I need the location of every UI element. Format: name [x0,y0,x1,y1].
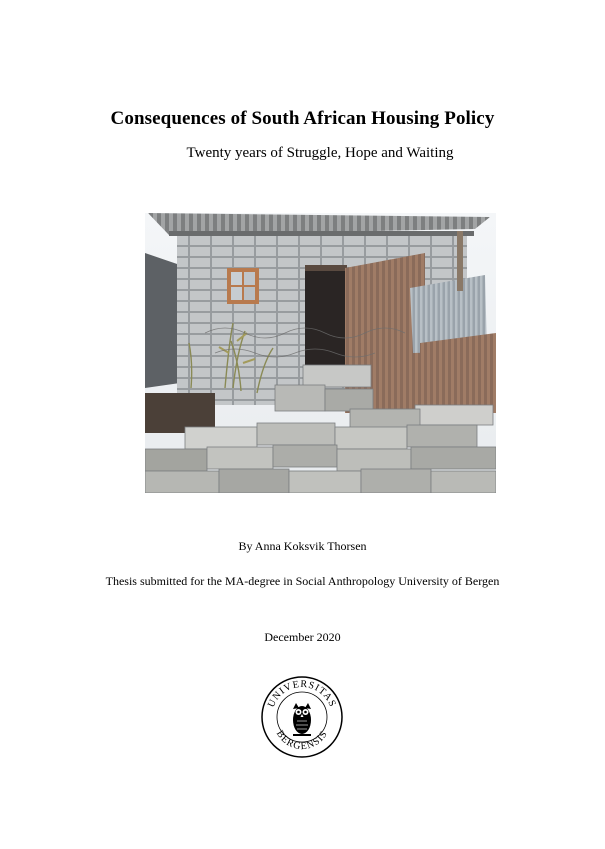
author-line: By Anna Koksvik Thorsen [238,539,367,553]
thesis-subtitle: Twenty years of Struggle, Hope and Waiting [186,145,454,161]
submission-date: December 2020 [264,630,341,644]
svg-text:BERGENSIS: BERGENSIS [273,728,331,753]
university-seal-icon [260,675,344,759]
thesis-statement: Thesis submitted for the MA-degree in Social Anthropology University of Bergen [105,574,500,588]
thesis-title: Consequences of South African Housing Policy [110,108,495,129]
svg-text:UNIVERSITAS: UNIVERSITAS [265,678,339,710]
cover-photo [145,213,496,493]
owl-icon [293,703,311,736]
